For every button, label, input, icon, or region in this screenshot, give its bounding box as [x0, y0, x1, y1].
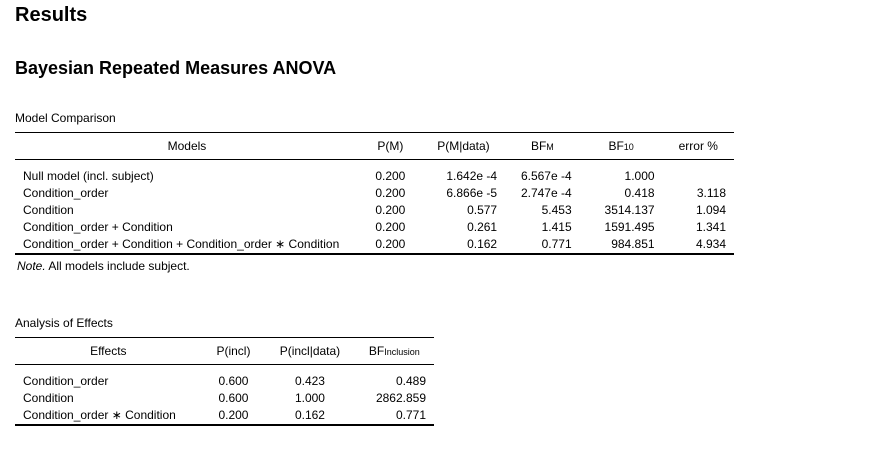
cell-bfm: 0.771: [505, 236, 580, 254]
model-comparison-note: [17, 259, 190, 273]
header-bf10-base: BF: [608, 139, 624, 153]
header-error: error %: [663, 133, 734, 160]
table-row: [15, 219, 734, 236]
cell-pincldata: 0.423: [294, 374, 325, 388]
cell-pmdata: 0.577: [467, 203, 498, 217]
cell-pmdata: 0.162: [422, 236, 505, 254]
cell-pm: 0.200: [375, 203, 406, 217]
header-pincldata: P(incl|data): [265, 338, 354, 365]
cell-bf10: 0.418: [624, 186, 655, 200]
cell-pmdata: 1.642e -4: [446, 169, 498, 183]
header-bfm-base: BF: [530, 139, 547, 153]
model-comparison-table: [15, 132, 734, 255]
cell-error: 4.934: [663, 236, 734, 254]
table-row: [15, 236, 734, 254]
effects-header-row: [15, 338, 434, 365]
header-bf-inclusion-sub: Inclusion: [384, 347, 420, 357]
header-models: Models: [15, 133, 359, 160]
table-row: [15, 185, 734, 202]
cell-model: Condition_order + Condition: [23, 220, 173, 234]
model-comparison-caption: Model Comparison: [15, 111, 116, 125]
cell-effect: Condition_order ∗ Condition: [15, 407, 202, 425]
effects-caption: Analysis of Effects: [15, 316, 113, 330]
cell-pincl: 0.200: [202, 407, 266, 425]
cell-model: Condition: [23, 203, 74, 217]
note-label: Note.: [17, 259, 46, 273]
effects-table: [15, 337, 434, 426]
table-row: [15, 365, 434, 391]
cell-pincldata: 1.000: [294, 391, 325, 405]
analysis-title: Bayesian Repeated Measures ANOVA: [15, 58, 337, 78]
cell-effect: Condition_order: [23, 374, 109, 388]
cell-bfm: 5.453: [541, 203, 572, 217]
cell-pincl: 0.600: [218, 391, 249, 405]
cell-pm: 0.200: [375, 186, 406, 200]
cell-bf10: 984.851: [580, 236, 663, 254]
cell-bf10: 1591.495: [604, 220, 655, 234]
cell-pm: 0.200: [375, 220, 406, 234]
table-row: [15, 202, 734, 219]
header-pm: P(M): [359, 133, 422, 160]
cell-pm: 0.200: [359, 236, 422, 254]
header-pmdata: P(M|data): [422, 133, 505, 160]
header-pincl: P(incl): [202, 338, 266, 365]
cell-pincl: 0.600: [218, 374, 249, 388]
cell-bf-inclusion: 0.489: [395, 374, 426, 388]
cell-model: Null model (incl. subject): [23, 169, 154, 183]
cell-model: Condition_order: [23, 186, 109, 200]
cell-bf-inclusion: 0.771: [355, 407, 434, 425]
cell-bf-inclusion: 2862.859: [375, 391, 426, 405]
table-row: [15, 160, 734, 186]
results-title: Results: [15, 4, 88, 26]
cell-pmdata: 0.261: [467, 220, 498, 234]
cell-error: 1.094: [695, 203, 726, 217]
header-bfm-sub: M: [546, 142, 554, 152]
cell-error: 1.341: [695, 220, 726, 234]
cell-effect: Condition: [23, 391, 74, 405]
cell-pmdata: 6.866e -5: [446, 186, 498, 200]
note-text: All models include subject.: [45, 259, 190, 273]
table-row: [15, 407, 434, 425]
header-bf10-sub: 10: [623, 142, 634, 152]
model-comparison-header-row: [15, 133, 734, 160]
header-bf-inclusion-base: BF: [368, 344, 385, 358]
cell-model: Condition_order + Condition + Condition_order ∗ Condition: [15, 236, 359, 254]
cell-error: [663, 160, 734, 186]
cell-error: 3.118: [696, 186, 726, 200]
cell-bfm: 6.567e -4: [520, 169, 572, 183]
cell-bf10: 1.000: [624, 169, 655, 183]
cell-bfm: 2.747e -4: [520, 186, 572, 200]
header-effects: Effects: [15, 338, 202, 365]
header-bfm: [505, 133, 580, 160]
header-bf10: [580, 133, 663, 160]
table-row: [15, 390, 434, 407]
cell-pm: 0.200: [375, 169, 406, 183]
header-bf-inclusion: [355, 338, 434, 365]
cell-bfm: 1.415: [541, 220, 572, 234]
cell-bf10: 3514.137: [604, 203, 655, 217]
cell-pincldata: 0.162: [265, 407, 354, 425]
